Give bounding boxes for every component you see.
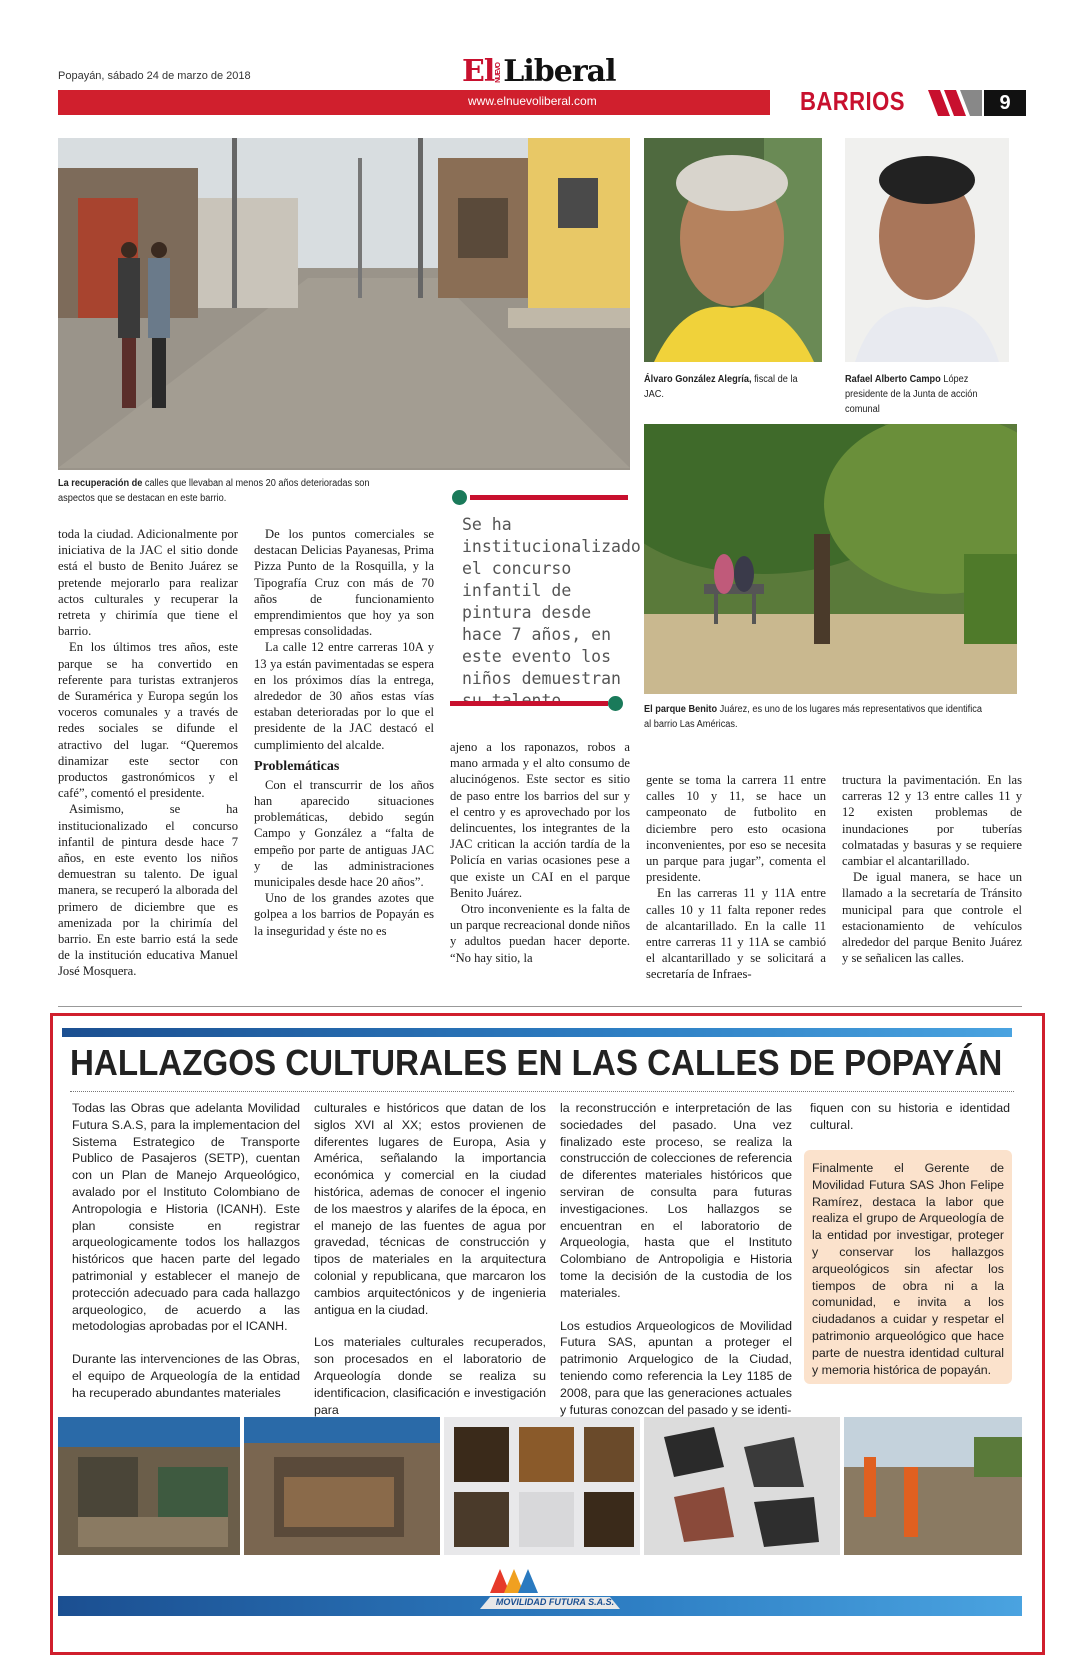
- park-photo-caption: [644, 702, 987, 732]
- paragraph: Asimismo, se ha institucionalizado el concurso infantil de pintura desde hace 7 años, en este evento los niños demuestran su talento. De igual manera, se recuperó la alborada del primero de diciembre que es amenizada por la chirimía del barrio. En este barrio está la sede de la institución educativa Manuel José Mosquera.: [58, 802, 238, 979]
- ad-photo-excavation-1: [58, 1417, 240, 1555]
- paragraph: De igual manera, se hace un llamado a la secretaría de Tránsito municipal para que controle el estacionamiento de vehículos alrededor del parque Benito Juárez y se señalicen las calles.: [842, 870, 1022, 966]
- caption-bold: La recuperación de: [58, 478, 143, 489]
- rafael-role: López presidente de la Junta de acción comunal: [845, 374, 978, 415]
- highlight-text: Finalmente el Gerente de Movilidad Futura SAS Jhon Felipe Ramírez, destaca la labor que realiza el grupo de Arqueología de la entidad por investigar, proteger y conservar los hallazgos arqueológicos sin afectar los tiempos de obra ni a la comunidad, e invita a los ciudadanos a cuidar y respetar el patrimonio arqueológico que hace parte de nuestra identidad cultural y memoria histórica de popayán.: [812, 1161, 1004, 1377]
- article-column-4: [646, 772, 826, 983]
- paragraph: La calle 12 entre carreras 10A y 13 ya están pavimentadas se espera en los próximos días la entrega, alrededor de 30 años estas vías estaban deterioradas por lo que el presidente de la JAC destacó el cumplimiento del alcalde.: [254, 640, 434, 752]
- ad-top-bar: [62, 1028, 1012, 1037]
- ad-column-3: [560, 1100, 792, 1434]
- paragraph: Durante las intervenciones de las Obras, el equipo de Arqueología de la entidad ha recuperado abundantes materiales: [72, 1352, 300, 1400]
- alvaro-name: Álvaro González Alegría,: [644, 374, 752, 385]
- portrait-rafael: [845, 138, 1009, 362]
- paragraph: culturales e históricos que datan de los siglos XVI al XX; estos provienen de diferentes lugares de Europa, Asia y América, señalando la importancia económica y comercial en la ciudad histórica, ademas de conocer el ingenio de los maestros y alarifes de la época, en el manejo de las fuentes de agua por gravedad, técnicas de construcción y tipos de materiales en la arquitectura colonial y republicana, que marcaron los cambios arquitectónicos y de ingenieria antigua en la ciudad.: [314, 1101, 546, 1317]
- pullquote-rule-top: [470, 495, 628, 500]
- paragraph: la reconstrucción e interpretación de las sociedades del pasado. Una vez finalizado este proceso, se realiza la construcción de colecciones de referencia de diferentes materiales históricos que serviran de consulta para futuras investigaciones. Los hallazgos se encuentran en el laboratorio de Arqueologia, hasta que el Instituto Colombiano de Antropoligia e Historia tome la decisión de la custodia de los materiales.: [560, 1101, 792, 1300]
- page-number: 9: [984, 90, 1026, 116]
- paragraph: gente se toma la carrera 11 entre calles 10 y 11, se hace un campeonato de futbolito en diciembre pero esto ocasiona inconvenientes, por eso se necesita un parque para jugar”, comenta el presidente.: [646, 773, 826, 885]
- logo-liberal: Liberal: [503, 54, 616, 89]
- paragraph: ajeno a los raponazos, robos a mano armada y el alto consumo de alucinógenos. Este sector es sitio de paso entre los barrios del sur y el centro y es aprovechado por los delincuentes, los integrantes de la JAC critican la acción tardía de la Policía en varias ocasiones pese a que existe un CAI en el parque Benito Juárez.: [450, 740, 630, 900]
- paragraph: Uno de los grandes azotes que golpea a los barrios de Popayán es la inseguridad y éste no es: [254, 891, 434, 938]
- logo-nuevo: NUEVO: [495, 63, 503, 83]
- alvaro-role: fiscal de la JAC.: [644, 374, 798, 400]
- paragraph: De los puntos comerciales se destacan Delicias Payanesas, Prima Pizza Punto de la Rosquilla, y la Tipografía Cruz con más de 70 años de funcionamiento emprendimientos que hoy ya son empresas consolidadas.: [254, 527, 434, 639]
- street-photo: [58, 138, 630, 470]
- ad-column-1: [72, 1100, 300, 1418]
- ad-column-2: [314, 1100, 546, 1434]
- issue-date: Popayán, sábado 24 de marzo de 2018: [58, 70, 251, 82]
- article-column-2: [254, 526, 434, 939]
- park-caption-bold: El parque Benito: [644, 704, 718, 715]
- stripes-ornament-icon: [928, 90, 982, 116]
- paragraph: En los últimos tres años, este parque se ha convertido en referente para turistas extranjeros de Suramérica y Europa según los voceros comunales y a través de redes sociales se difunde el atractivo del lugar. “Queremos dinamizar este sector con productos gastronómicos y el café”, comentó el presidente.: [58, 640, 238, 801]
- pullquote-dot-bottom: [608, 696, 623, 711]
- paragraph: En las carreras 11 y 11A entre calles 10 y 11 falta reponer redes de alcantarillado. En la calle 11 entre carreras 11 y 11A se cambió el alcantarillado y se solicitará a secretaría de Infraes-: [646, 886, 826, 982]
- subheading: Problemáticas: [254, 758, 340, 774]
- pullquote-dot-top: [452, 490, 467, 505]
- street-photo-caption: [58, 476, 371, 506]
- paragraph: Otro inconveniente es la falta de un parque recreacional donde niños y adultos puedan hacer deporte. “No hay sitio, la: [450, 902, 630, 965]
- caption-text: calles que llevaban al menos 20 años deterioradas son aspectos que se destacan en este barrio.: [58, 478, 370, 504]
- paragraph: toda la ciudad. Adicionalmente por iniciativa de la JAC el sitio donde está el busto de Benito Juárez se pretende mejorarlo para realizar actos culturales y recuperar la retreta y chirimía que tiene el barrio.: [58, 527, 238, 639]
- paragraph: Los estudios Arqueologicos de Movilidad Futura SAS, apuntan a proteger el patrimonio Arquelogico de la Ciudad, teniendo como referencia la Ley 1185 de 2008, para que las generaciones actuales y futuras conozcan del pasado y se identi-: [560, 1318, 792, 1417]
- header-red-bar: [58, 90, 770, 115]
- pullquote-rule-bottom: [450, 701, 608, 706]
- newspaper-logo[interactable]: [462, 54, 615, 89]
- ad-photo-workers: [844, 1417, 1022, 1555]
- ad-photo-artifacts-2: [644, 1417, 840, 1555]
- article-column-1: [58, 526, 238, 980]
- section-title: BARRIOS: [800, 86, 905, 116]
- portrait-alvaro: [644, 138, 822, 362]
- footer-logo-text: MOVILIDAD FUTURA S.A.S.: [495, 1597, 615, 1607]
- website-url[interactable]: www.elnuevoliberal.com: [468, 94, 597, 108]
- rafael-name: Rafael Alberto Campo: [845, 374, 941, 385]
- park-photo: [644, 424, 1017, 694]
- ad-column-4: [810, 1100, 1010, 1150]
- paragraph: Con el transcurrir de los años han aparecido situaciones problemáticas, debido según Campo y González a “falta de empeño por parte de antiguas JAC y de las administraciones municipales desde hace 20 años”.: [254, 777, 434, 890]
- paragraph: Todas las Obras que adelanta Movilidad Futura S.A.S, para la implementacion del Sistema Estrategico de Transporte Publico de Pasajeros (SETP), cuentan con un Plan de Manejo Arqueológico, avalado por el Instituto Colombiano de Antropologia e Historia (ICANH). Este plan consiste en registrar arqueologicamente todos los hallazgos históricos que hacen parte del legado patrimonial y establecer el manejo de protección adecuado para cada hallazgo arqueologico, de acuerdo a las metodologias aprobadas por el ICANH.: [72, 1101, 300, 1334]
- paragraph: fiquen con su historia e identidad cultural.: [810, 1101, 1010, 1132]
- paragraph: tructura la pavimentación. En las carreras 12 y 13 entre calles 11 y 12 existen problemas de inundaciones por tuberías colmatadas y basuras y se requiere cambiar el alcantarillado.: [842, 773, 1022, 869]
- ad-headline: HALLAZGOS CULTURALES EN LAS CALLES DE POPAYÁN: [70, 1042, 1003, 1083]
- park-caption-text: Juárez, es uno de los lugares más representativos que identifica al barrio Las Américas.: [644, 704, 983, 730]
- ad-photo-excavation-2: [244, 1417, 440, 1555]
- ad-title-rule: [70, 1091, 1014, 1092]
- logo-el: El: [462, 54, 495, 89]
- ad-photo-artifacts-1: [444, 1417, 640, 1555]
- rafael-caption: [845, 372, 1012, 417]
- article-column-3: [450, 739, 630, 966]
- section-divider: [58, 1006, 1022, 1007]
- movilidad-futura-logo[interactable]: [470, 1563, 630, 1611]
- article-column-5: [842, 772, 1022, 966]
- highlight-box: [804, 1150, 1012, 1384]
- paragraph: Los materiales culturales recuperados, son procesados en el laboratorio de Arqueología donde se realiza su identificacion, clasificación e investigación para: [314, 1335, 546, 1417]
- alvaro-caption: [644, 372, 810, 402]
- pullquote-text: Se ha institucionalizado el concurso infantil de pintura desde hace 7 años, en este evento los niños demuestran: [462, 515, 641, 688]
